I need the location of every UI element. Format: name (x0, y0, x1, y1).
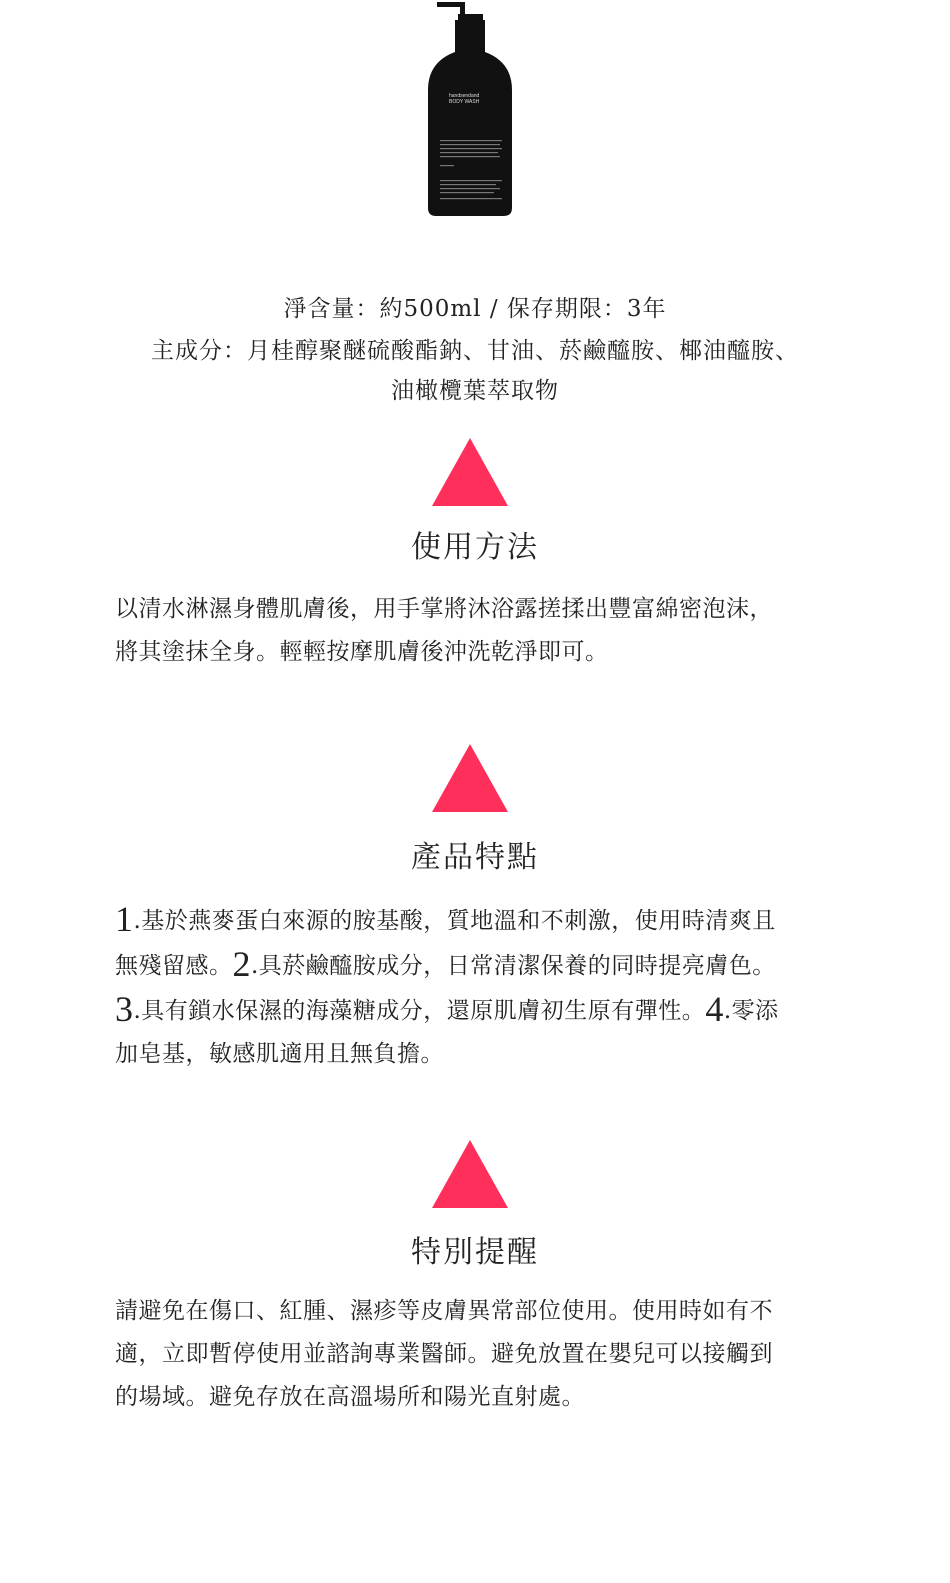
product-bottle-image (420, 0, 520, 222)
features-line: 加皂基，敏感肌適用且無負擔。 (115, 1041, 444, 1067)
feature-text: 無殘留感。 (115, 953, 233, 979)
feature-number: 3 (115, 989, 134, 1029)
reminder-line: 適，立即暫停使用並諮詢專業醫師。避免放置在嬰兒可以接觸到 (115, 1341, 773, 1367)
triangle-icon (432, 438, 508, 506)
feature-text: .具有鎖水保濕的海藻糖成分，還原肌膚初生原有彈性。 (133, 998, 706, 1024)
features-line (115, 898, 835, 943)
bottle-brand: handsendand (449, 93, 480, 99)
features-text (115, 898, 835, 1076)
feature-number: 1 (115, 899, 134, 939)
reminder-line: 請避免在傷口、紅腫、濕疹等皮膚異常部位使用。使用時如有不 (115, 1298, 773, 1324)
triangle-icon (432, 1140, 508, 1208)
reminder-heading: 特別提醒 (411, 1235, 539, 1270)
reminder-line: 的場域。避免存放在高溫場所和陽光直射處。 (115, 1384, 585, 1410)
feature-number: 4 (705, 989, 724, 1029)
usage-heading: 使用方法 (411, 530, 539, 565)
features-line (115, 943, 835, 988)
feature-number: 2 (232, 944, 251, 984)
feature-text: .零添 (723, 998, 779, 1024)
spec-volume-shelf-life: 淨含量：約500ml / 保存期限：3年 (283, 296, 667, 322)
spec-ingredients-line1: 主成分：月桂醇聚醚硫酸酯鈉、甘油、菸鹼醯胺、椰油醯胺、 (151, 338, 799, 364)
features-line (115, 988, 835, 1033)
usage-line: 將其塗抹全身。輕輕按摩肌膚後沖洗乾淨即可。 (115, 639, 609, 665)
spec-ingredients-line2: 油橄欖葉萃取物 (391, 378, 559, 404)
bottle-label-text (449, 93, 509, 105)
triangle-icon (432, 744, 508, 812)
bottle-product-name: BODY WASH (449, 99, 480, 105)
usage-text (115, 588, 835, 674)
feature-text: .基於燕麥蛋白來源的胺基酸，質地溫和不刺激，使用時清爽且 (133, 908, 776, 934)
features-heading: 產品特點 (411, 840, 539, 875)
reminder-text (115, 1290, 835, 1419)
feature-text: .具菸鹼醯胺成分，日常清潔保養的同時提亮膚色。 (251, 953, 776, 979)
usage-line: 以清水淋濕身體肌膚後，用手掌將沐浴露搓揉出豐富綿密泡沫， (115, 596, 773, 622)
